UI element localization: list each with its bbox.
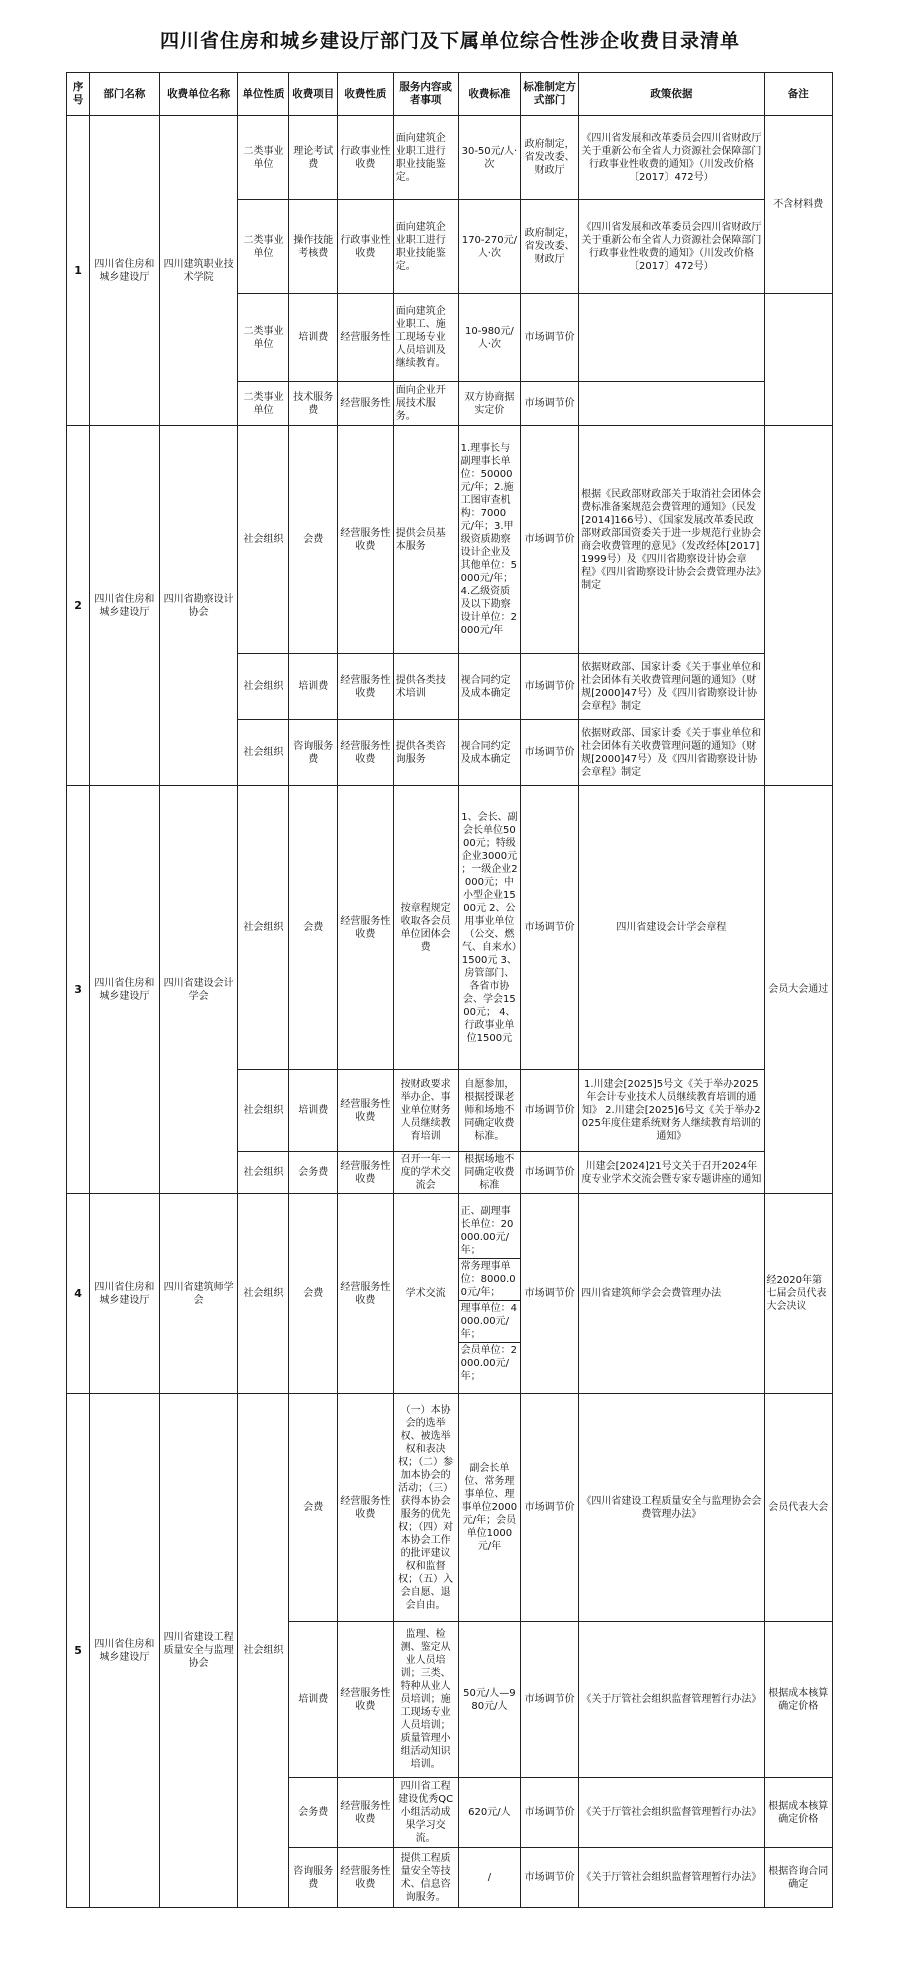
unit-nature: 社会组织 (238, 654, 289, 720)
unit-nature: 二类事业单位 (238, 382, 289, 426)
department-name: 四川省住房和城乡建设厅 (90, 786, 160, 1194)
table-row (67, 116, 833, 200)
fee-type: 经营服务性收费 (338, 1778, 394, 1848)
unit-nature: 社会组织 (238, 1152, 289, 1194)
fee-standard: 双方协商据实定价 (458, 382, 521, 426)
remark: 根据咨询合同确定 (764, 1848, 832, 1908)
fee-standard: / (458, 1848, 521, 1908)
fee-standard-part: 正、副理事长单位：20000.00元/年； (459, 1204, 521, 1259)
service-content: 提供各类咨询服务 (393, 720, 458, 786)
fee-item: 培训费 (289, 294, 338, 382)
fee-item: 操作技能考核费 (289, 200, 338, 294)
fee-item: 培训费 (289, 654, 338, 720)
standard-maker: 市场调节价 (521, 1070, 579, 1152)
fee-type: 经营服务性 收费 (338, 1194, 394, 1394)
unit-name: 四川省建设工程质量安全与监理协会 (159, 1394, 238, 1908)
fee-item: 咨询服务费 (289, 1848, 338, 1908)
standard-maker: 政府制定，省发改委、财政厅 (521, 200, 579, 294)
standard-maker: 市场调节价 (521, 382, 579, 426)
fee-item: 会务费 (289, 1152, 338, 1194)
service-content: 召开一年一度的学术交流会 (393, 1152, 458, 1194)
header-cell: 序号 (67, 73, 90, 116)
policy-basis: 1.川建会[2025]5号文《关于举办2025年会计专业技术人员继续教育培训的通知》 2.川建会[2025]6号文《关于举办2025年度住建系统财务人继续教育培训的通知》 (579, 1070, 764, 1152)
serial-number: 1 (67, 116, 90, 426)
unit-nature: 社会组织 (238, 786, 289, 1070)
table-row (67, 1194, 833, 1394)
policy-basis: 《四川省发展和改革委员会四川省财政厅关于重新公布全省人力资源社会保障部门行政事业性收费的通知》（川发改价格〔2017〕472号） (579, 116, 764, 200)
serial-number: 5 (67, 1394, 90, 1908)
fee-item: 会费 (289, 1194, 338, 1394)
header-cell: 标准制定方式部门 (521, 73, 579, 116)
fee-standard: 视合同约定及成本确定 (458, 720, 521, 786)
standard-maker: 市场调节价 (521, 654, 579, 720)
department-name: 四川省住房和城乡建设厅 (90, 1194, 160, 1394)
department-name: 四川省住房和城乡建设厅 (90, 426, 160, 786)
service-content: 面向建筑企业职工进行职业技能鉴定。 (393, 116, 458, 200)
fee-type: 经营服务性 (338, 294, 394, 382)
remark: 经2020年第七届会员代表大会决议 (764, 1194, 832, 1394)
header-cell: 政策依据 (579, 73, 764, 116)
standard-maker: 市场调节价 (521, 1152, 579, 1194)
policy-basis: 川建会[2024]21号文关于召开2024年度专业学术交流会暨专家专题讲座的通知 (579, 1152, 764, 1194)
fee-standard: 30-50元/人·次 (458, 116, 521, 200)
fee-type: 经营服务性 收费 (338, 786, 394, 1070)
fee-item: 会费 (289, 1394, 338, 1622)
fee-item: 技术服务费 (289, 382, 338, 426)
header-cell: 收费项目 (289, 73, 338, 116)
policy-basis: 四川省建设会计学会章程 (579, 786, 764, 1070)
unit-nature: 社会组织 (238, 1070, 289, 1152)
standard-maker: 市场调节价 (521, 426, 579, 654)
fee-standard: 自愿参加，根据授课老师和场地不同确定收费标准。 (458, 1070, 521, 1152)
service-content: 提供工程质量安全等技术、信息咨询服务。 (393, 1848, 458, 1908)
table-row (67, 786, 833, 1070)
fee-type: 经营服务性收费 (338, 426, 394, 654)
fee-type: 经营服务性 收费 (338, 1070, 394, 1152)
policy-basis: 依据财政部、国家计委《关于事业单位和社会团体有关收费管理问题的通知》（财规[2000]47号）及《四川省勘察设计协会章程》制定 (579, 654, 764, 720)
remark: 不含材料费 (764, 116, 832, 294)
fee-standard: 1.理事长与副理事长单位：50000元/年；2.施工图审查机构：7000元/年；3.甲级资质勘察设计企业及其他单位：5000元/年；4.乙级资质及以下勘察设计单位：2000元/年 (458, 426, 521, 654)
fee-standard: 10-980元/人·次 (458, 294, 521, 382)
serial-number: 4 (67, 1194, 90, 1394)
service-content: （一）本协会的选举权、被选举权和表决权；（二）参加本协会的活动；（三）获得本协会服务的优先权；（四）对本协会工作的批评建议权和监督权；（五）入会自愿、退会自由。 (393, 1394, 458, 1622)
standard-maker: 市场调节价 (521, 720, 579, 786)
service-content: 提供会员基本服务 (393, 426, 458, 654)
unit-nature: 二类事业单位 (238, 200, 289, 294)
remark: 会员代表大会 (764, 1394, 832, 1622)
remark: 根据成本核算确定价格 (764, 1778, 832, 1848)
fee-type: 经营服务性 (338, 382, 394, 426)
fee-standard: 视合同约定及成本确定 (458, 654, 521, 720)
serial-number: 3 (67, 786, 90, 1194)
service-content: 面向建筑企业职工、施工现场专业人员培训及继续教育。 (393, 294, 458, 382)
service-content: 按章程规定收取各会员单位团体会费 (393, 786, 458, 1070)
table-row (67, 1394, 833, 1622)
standard-maker: 市场调节价 (521, 786, 579, 1070)
fee-type: 经营服务性收费 (338, 654, 394, 720)
page-title: 四川省住房和城乡建设厅部门及下属单位综合性涉企收费目录清单 (159, 30, 740, 52)
service-content: 提供各类技术培训 (393, 654, 458, 720)
fee-type: 经营服务性收费 (338, 1848, 394, 1908)
unit-name: 四川省建筑师学会 (159, 1194, 238, 1394)
header-cell: 备注 (764, 73, 832, 116)
fee-type: 经营服务性收费 (338, 1394, 394, 1622)
fee-standard: 根据场地不同确定收费标准 (458, 1152, 521, 1194)
fee-type: 行政事业性收费 (338, 116, 394, 200)
header-cell: 部门名称 (90, 73, 160, 116)
service-content: 面向建筑企业职工进行职业技能鉴定。 (393, 200, 458, 294)
fee-standard-part: 理事单位：4000.00元/年； (459, 1301, 521, 1343)
policy-basis: 《关于厅管社会组织监督管理暂行办法》 (579, 1622, 764, 1778)
remark (764, 294, 832, 426)
policy-basis (579, 294, 764, 382)
fee-standard: 副会长单位、常务理事单位、理事单位2000元/年；会员单位1000元/年 (458, 1394, 521, 1622)
policy-basis: 依据财政部、国家计委《关于事业单位和社会团体有关收费管理问题的通知》（财规[2000]47号）及《四川省勘察设计协会章程》制定 (579, 720, 764, 786)
header-cell: 收费单位名称 (159, 73, 238, 116)
fee-standard: 620元/人 (458, 1778, 521, 1848)
unit-nature: 二类事业单位 (238, 294, 289, 382)
unit-name: 四川省建设会计学会 (159, 786, 238, 1194)
policy-basis: 《四川省发展和改革委员会四川省财政厅关于重新公布全省人力资源社会保障部门行政事业性收费的通知》（川发改价格〔2017〕472号） (579, 200, 764, 294)
service-content: 按财政要求举办企、事业单位财务人员继续教育培训 (393, 1070, 458, 1152)
service-content: 学术交流 (393, 1194, 458, 1394)
fee-standard-part: 会员单位：2000.00元/年； (460, 1344, 517, 1382)
standard-maker: 市场调节价 (521, 1848, 579, 1908)
fee-type: 经营服务性收费 (338, 1622, 394, 1778)
fee-item: 会费 (289, 426, 338, 654)
fee-standard (458, 1194, 521, 1394)
fee-type: 经营服务性收费 (338, 720, 394, 786)
unit-nature: 二类事业单位 (238, 116, 289, 200)
standard-maker: 市场调节价 (521, 1622, 579, 1778)
fee-standard: 170-270元/人·次 (458, 200, 521, 294)
policy-basis: 《关于厅管社会组织监督管理暂行办法》 (579, 1848, 764, 1908)
policy-basis: 四川省建筑师学会会费管理办法 (579, 1194, 764, 1394)
header-row (67, 73, 833, 116)
fee-type: 经营服务性 收费 (338, 1152, 394, 1194)
service-content: 四川省工程建设优秀QC小组活动成果学习交流。 (393, 1778, 458, 1848)
policy-basis: 《关于厅管社会组织监督管理暂行办法》 (579, 1778, 764, 1848)
fee-item: 培训费 (289, 1622, 338, 1778)
header-cell: 收费性质 (338, 73, 394, 116)
department-name: 四川省住房和城乡建设厅 (90, 1394, 160, 1908)
fee-standard: 1、会长、副会长单位5000元；特级企业3000元 ；一级企业2000元；中小型企业1500元 2、公用事业单位（公交、燃气、自来水）1500元 3、房管部门、各省市协会、学会1500元； 4、行政事业单位1500元 (458, 786, 521, 1070)
fee-table (66, 72, 833, 1908)
policy-basis: 根据《民政部财政部关于取消社会团体会费标准备案规范会费管理的通知》（民发[2014]166号）、《国家发展改革委民政部财政部国资委关于进一步规范行业协会商会收费管理的意见》（发改经体[2017]1999号）及《四川省勘察设计协会章程》《四川省勘察设计协会会费管理办法》制定 (579, 426, 764, 654)
unit-nature: 社会组织 (238, 1194, 289, 1394)
remark: 根据成本核算确定价格 (764, 1622, 832, 1778)
header-cell: 服务内容或者事项 (393, 73, 458, 116)
standard-maker: 市场调节价 (521, 294, 579, 382)
fee-item: 培训费 (289, 1070, 338, 1152)
remark (764, 426, 832, 786)
fee-item: 理论考试费 (289, 116, 338, 200)
unit-nature: 社会组织 (238, 426, 289, 654)
policy-basis: 《四川省建设工程质量安全与监理协会会费管理办法》 (579, 1394, 764, 1622)
policy-basis (579, 382, 764, 426)
standard-maker: 政府制定，省发改委、财政厅 (521, 116, 579, 200)
fee-item: 咨询服务费 (289, 720, 338, 786)
service-content: 面向企业开展技术服务。 (393, 382, 458, 426)
department-name: 四川省住房和城乡建设厅 (90, 116, 160, 426)
fee-standard: 50元/人—980元/人 (458, 1622, 521, 1778)
unit-nature: 社会组织 (238, 720, 289, 786)
unit-name: 四川省勘察设计协会 (159, 426, 238, 786)
standard-maker: 市场调节价 (521, 1394, 579, 1622)
unit-nature: 社会组织 (238, 1394, 289, 1908)
fee-standard-part: 常务理事单位：8000.00元/年； (459, 1259, 521, 1301)
header-cell: 单位性质 (238, 73, 289, 116)
standard-maker: 市场调节价 (521, 1778, 579, 1848)
header-cell: 收费标准 (458, 73, 521, 116)
serial-number: 2 (67, 426, 90, 786)
service-content: 监理、检测、鉴定从业人员培训；三类、特种从业人员培训；施工现场专业人员培训；质量管理小组活动知识培训。 (393, 1622, 458, 1778)
fee-item: 会务费 (289, 1778, 338, 1848)
remark: 会员大会通过 (764, 786, 832, 1194)
table-row (67, 426, 833, 654)
unit-name: 四川建筑职业技术学院 (159, 116, 238, 426)
fee-item: 会费 (289, 786, 338, 1070)
standard-maker: 市场调节价 (521, 1194, 579, 1394)
fee-type: 行政事业性收费 (338, 200, 394, 294)
